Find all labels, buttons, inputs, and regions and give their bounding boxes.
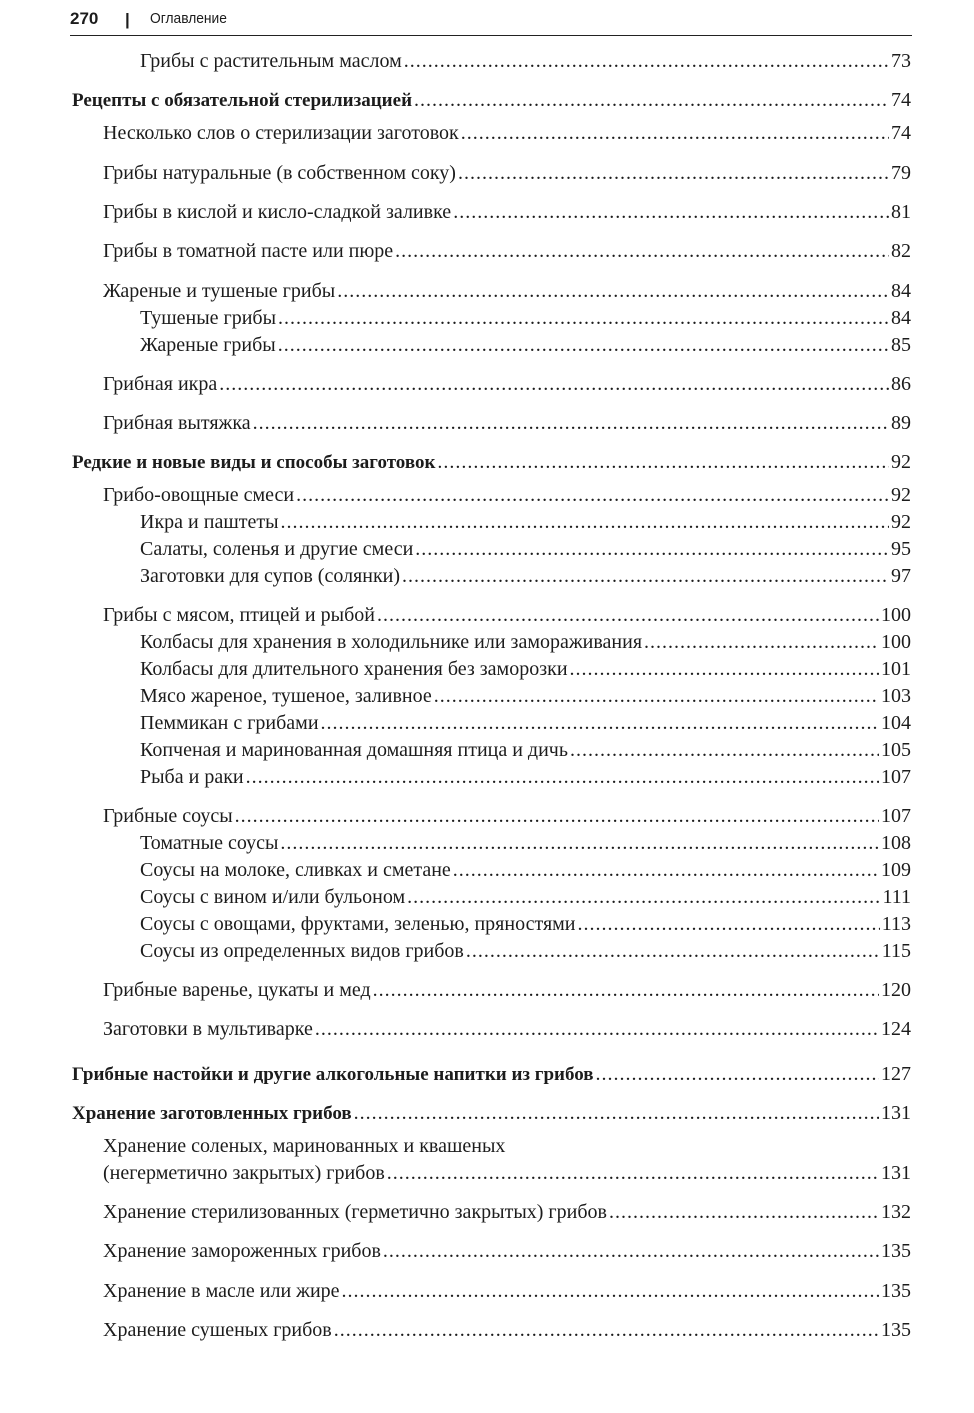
toc-entry (103, 602, 911, 628)
toc-entry-title: Хранение замороженных грибов (103, 1240, 381, 1262)
toc-leader (334, 1317, 879, 1343)
toc-entry-page: 79 (891, 162, 911, 184)
toc-entry (103, 371, 911, 397)
toc-entry (103, 1278, 911, 1304)
toc-entry-title: Несколько слов о стерилизации заготовок (103, 122, 459, 144)
toc-leader (337, 278, 889, 304)
toc-entry-title: Копченая и маринованная домашняя птица и дичь (140, 739, 568, 761)
toc-leader (458, 160, 889, 186)
toc-entry-title: Жареные грибы (140, 334, 276, 356)
toc-leader (321, 710, 879, 736)
toc-entry (140, 830, 911, 856)
toc-entry-title: Икра и паштеты (140, 511, 279, 533)
toc-entry-title: Грибы натуральные (в собственном соку) (103, 162, 456, 184)
toc-leader (296, 482, 889, 508)
toc-entry-title: Томатные соусы (140, 832, 279, 854)
toc-entry (140, 509, 911, 535)
toc-leader (644, 629, 879, 655)
toc-entry (103, 199, 911, 225)
toc-entry-title: Соусы из определенных видов грибов (140, 940, 464, 962)
toc-entry (140, 683, 911, 709)
toc-leader (414, 87, 889, 113)
toc-entry-page: 92 (891, 511, 911, 533)
toc-entry-title: Заготовки в мультиварке (103, 1018, 313, 1040)
toc-leader (281, 509, 889, 535)
toc-entry-first-line: Хранение соленых, маринованных и квашеных (103, 1135, 506, 1157)
toc-entry (103, 160, 911, 186)
toc-leader (407, 884, 880, 910)
toc-entry-page: 104 (881, 712, 911, 734)
toc-entry-page: 111 (882, 886, 911, 908)
toc-entry-page: 84 (891, 280, 911, 302)
toc-entry (103, 410, 911, 436)
toc-section (72, 1100, 911, 1127)
toc-leader (383, 1238, 879, 1264)
toc-entry-title: Мясо жареное, тушеное, заливное (140, 685, 432, 707)
page-number: 270 (70, 9, 99, 28)
toc-entry-page: 101 (881, 658, 911, 680)
toc-leader (246, 764, 879, 790)
toc-entry (103, 1199, 911, 1225)
toc-entry-page: 103 (881, 685, 911, 707)
toc-leader (377, 602, 879, 628)
toc-entry (140, 857, 911, 883)
toc-leader (235, 803, 879, 829)
toc-entry-page: 107 (881, 805, 911, 827)
toc-entry-page: 131 (881, 1162, 911, 1184)
toc-entry (140, 563, 911, 589)
toc-entry (140, 305, 911, 331)
toc-section-page: 131 (881, 1102, 911, 1124)
toc-entry-title: Салаты, соленья и другие смеси (140, 538, 414, 560)
toc-entry (140, 884, 911, 910)
toc-entry-page: 105 (881, 739, 911, 761)
toc-entry-title: Грибная вытяжка (103, 412, 251, 434)
toc-entry-page: 73 (891, 50, 911, 72)
toc-leader (402, 563, 889, 589)
toc-entry (140, 911, 911, 937)
toc-entry-page: 100 (881, 604, 911, 626)
toc-entry-title: Грибы с мясом, птицей и рыбой (103, 604, 375, 626)
toc-entry-page: 89 (891, 412, 911, 434)
toc-leader (404, 48, 889, 74)
toc-entry (140, 710, 911, 736)
toc-entry (103, 977, 911, 1003)
toc-entry-page: 108 (881, 832, 911, 854)
toc-leader (278, 332, 889, 358)
toc-entry (140, 938, 911, 964)
toc-entry (140, 737, 911, 763)
toc-leader (342, 1278, 879, 1304)
toc-section-title: Грибные настойки и другие алкогольные напитки из грибов (72, 1064, 594, 1085)
toc-entry (140, 48, 911, 74)
toc-leader (278, 305, 889, 331)
toc-entry-page: 107 (881, 766, 911, 788)
toc-leader (609, 1199, 879, 1225)
toc-section (72, 449, 911, 476)
toc-leader (578, 911, 880, 937)
toc-entry-title: Грибные соусы (103, 805, 233, 827)
toc-entry-title: Грибные варенье, цукаты и мед (103, 979, 371, 1001)
toc-entry-title: Заготовки для супов (солянки) (140, 565, 401, 587)
toc-entry-title: Хранение стерилизованных (герметично закрытых) грибов (103, 1201, 607, 1223)
toc-section (72, 1061, 911, 1088)
toc-entry (103, 1317, 911, 1343)
toc-leader (437, 449, 889, 475)
toc-entry-title: Тушеные грибы (140, 307, 277, 329)
toc-entry (103, 278, 911, 304)
toc-entry-title: Хранение сушеных грибов (103, 1319, 332, 1341)
toc-entry (140, 656, 911, 682)
toc-leader (596, 1061, 880, 1087)
toc-entry (103, 1160, 911, 1186)
toc-entry-page: 86 (891, 373, 911, 395)
toc-leader (453, 199, 889, 225)
toc-leader (570, 656, 879, 682)
toc-entry-title: Грибо-овощные смеси (103, 484, 295, 506)
toc-entry-page: 85 (891, 334, 911, 356)
toc-entry-title: Грибы в кислой и кисло-сладкой заливке (103, 201, 452, 223)
toc-entry (140, 536, 911, 562)
toc-entry (103, 238, 911, 264)
toc-entry-page: 115 (881, 940, 911, 962)
toc-leader (387, 1160, 879, 1186)
toc-leader (315, 1016, 879, 1042)
toc-entry-page: 132 (881, 1201, 911, 1223)
toc-entry (103, 1016, 911, 1042)
toc-leader (253, 410, 889, 436)
toc-section-page: 92 (891, 451, 911, 473)
toc-leader (280, 830, 879, 856)
toc-entry-title: Колбасы для хранения в холодильнике или замораживания (140, 631, 643, 653)
toc-leader (570, 737, 879, 763)
toc-entry-page: 100 (881, 631, 911, 653)
toc-entry-title: Соусы с вином и/или бульоном (140, 886, 406, 908)
toc-entry-title: Жареные и тушеные грибы (103, 280, 336, 302)
toc-entry-page: 109 (881, 859, 911, 881)
toc-entry-page: 97 (891, 565, 911, 587)
toc-leader (395, 238, 889, 264)
toc-leader (373, 977, 879, 1003)
toc-leader (434, 683, 879, 709)
toc-entry-page: 135 (881, 1280, 911, 1302)
toc-section-page: 74 (891, 89, 911, 111)
toc-entry (140, 629, 911, 655)
toc-entry-title: (негерметично закрытых) грибов (103, 1162, 385, 1184)
toc-entry (140, 332, 911, 358)
toc-entry (103, 803, 911, 829)
toc-section-title: Хранение заготовленных грибов (72, 1103, 352, 1124)
toc-entry-page: 135 (881, 1240, 911, 1262)
toc-entry-title: Хранение в масле или жире (103, 1280, 340, 1302)
toc-section-page: 127 (881, 1063, 911, 1085)
toc-entry (103, 1238, 911, 1264)
toc-leader (415, 536, 889, 562)
toc-entry-title: Соусы с овощами, фруктами, зеленью, пряностями (140, 913, 576, 935)
toc-entry-page: 74 (891, 122, 911, 144)
toc-entry-title: Грибы с растительным маслом (140, 50, 402, 72)
toc-leader (461, 120, 889, 146)
toc-entry-title: Рыба и раки (140, 766, 244, 788)
toc-entry-title: Грибная икра (103, 373, 218, 395)
toc-entry (140, 764, 911, 790)
toc-section-title: Рецепты с обязательной стерилизацией (72, 90, 413, 111)
header-separator: | (125, 10, 130, 29)
toc-section-title: Редкие и новые виды и способы заготовок (72, 452, 436, 473)
header-title: Оглавление (150, 10, 227, 27)
toc-section (72, 87, 911, 114)
toc-entry-page: 95 (891, 538, 911, 560)
toc-leader (466, 938, 880, 964)
toc-entry-title: Соусы на молоке, сливках и сметане (140, 859, 451, 881)
toc-entry-title: Пеммикан с грибами (140, 712, 319, 734)
toc-entry-page: 120 (881, 979, 911, 1001)
toc-leader (354, 1100, 879, 1126)
toc-entry-page: 82 (891, 240, 911, 262)
toc-entry-title: Колбасы для длительного хранения без заморозки (140, 658, 568, 680)
toc-entry-page: 124 (881, 1018, 911, 1040)
toc-entry (103, 120, 911, 146)
toc-entry-page: 84 (891, 307, 911, 329)
toc-entry-page: 135 (881, 1319, 911, 1341)
toc-entry-page: 81 (891, 201, 911, 223)
toc-entry-title: Грибы в томатной пасте или пюре (103, 240, 394, 262)
toc-leader (219, 371, 889, 397)
toc-entry-page: 113 (881, 913, 911, 935)
toc-leader (453, 857, 879, 883)
toc-entry-page: 92 (891, 484, 911, 506)
toc-entry (103, 482, 911, 508)
